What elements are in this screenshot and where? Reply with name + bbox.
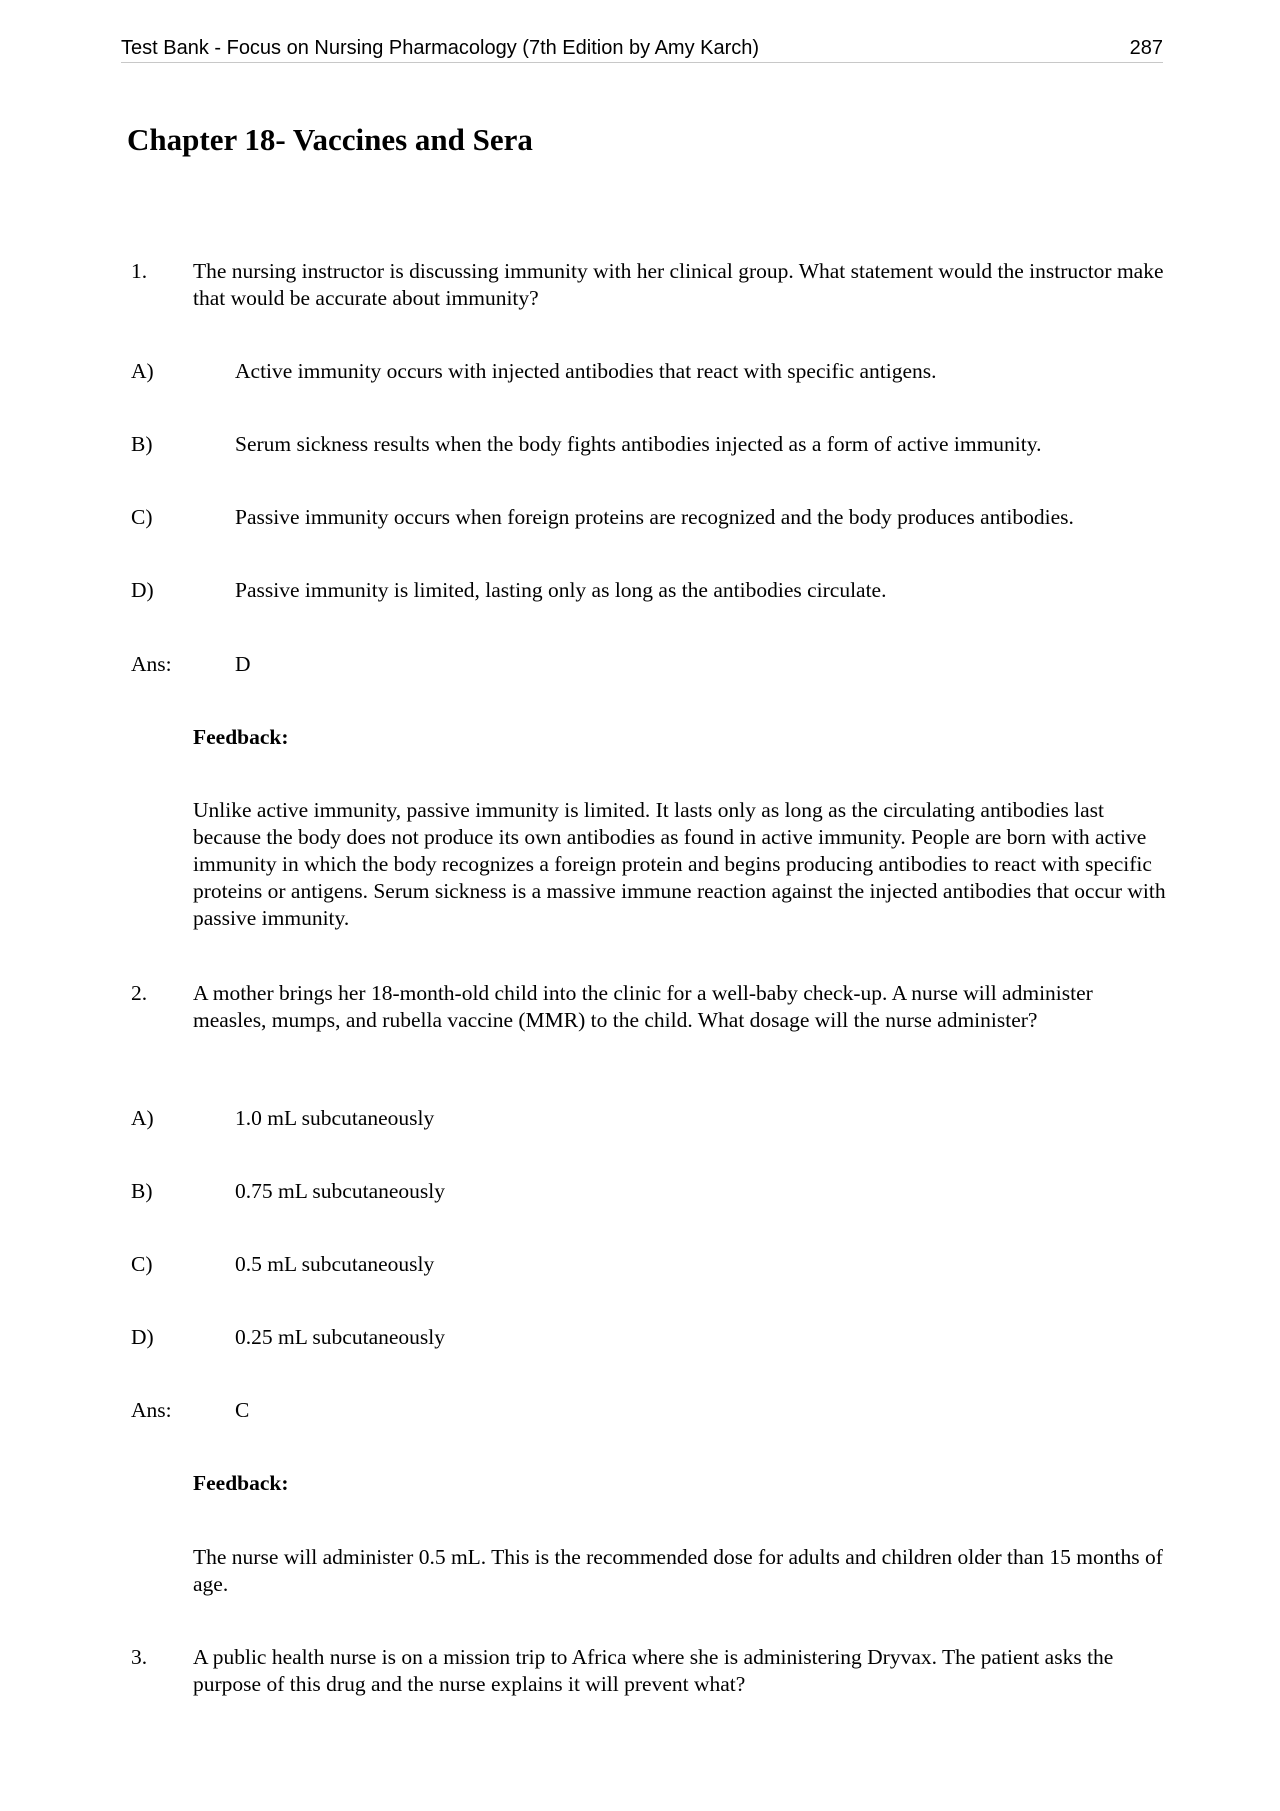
- question-number: 3.: [131, 1645, 148, 1669]
- option-label: C): [131, 1252, 153, 1276]
- option-label: A): [131, 359, 154, 383]
- option-text: 0.5 mL subcutaneously: [235, 1252, 435, 1276]
- option-label: A): [131, 1106, 154, 1130]
- feedback-text: The nurse will administer 0.5 mL. This is the recommended dose for adults and children older than 15 months of age.: [193, 1545, 1163, 1596]
- question-text: The nursing instructor is discussing immunity with her clinical group. What statement would the instructor make that would be accurate about immunity?: [193, 259, 1164, 310]
- option-text: 1.0 mL subcutaneously: [235, 1106, 435, 1130]
- option-text: Passive immunity occurs when foreign proteins are recognized and the body produces antibodies.: [235, 505, 1074, 529]
- chapter-title: Chapter 18- Vaccines and Sera: [127, 122, 533, 157]
- option-label: B): [131, 432, 153, 456]
- option-label: D): [131, 1325, 154, 1349]
- option-text: Active immunity occurs with injected antibodies that react with specific antigens.: [235, 359, 937, 383]
- feedback-heading: Feedback:: [193, 1471, 289, 1495]
- question-number: 2.: [131, 981, 148, 1005]
- question-text: A mother brings her 18-month-old child into the clinic for a well-baby check-up. A nurse will administer measles, mumps, and rubella vaccine (MMR) to the child. What dosage will the nurse administer?: [193, 981, 1093, 1032]
- option-text: Passive immunity is limited, lasting only as long as the antibodies circulate.: [235, 578, 887, 602]
- option-label: D): [131, 578, 154, 602]
- feedback-text: Unlike active immunity, passive immunity is limited. It lasts only as long as the circulating antibodies last because the body does not produce its own antibodies as found in active immunity. People are born with active immunity in which the body recognizes a foreign protein and begins producing antibodies to react with specific proteins or antigens. Serum sickness is a massive immune reaction against the injected antibodies that occur with passive immunity.: [193, 798, 1166, 930]
- feedback-heading: Feedback:: [193, 725, 289, 749]
- header-title: Test Bank - Focus on Nursing Pharmacology (7th Edition by Amy Karch): [121, 37, 760, 59]
- option-text: 0.25 mL subcutaneously: [235, 1325, 445, 1349]
- option-label: C): [131, 505, 153, 529]
- answer-value: C: [235, 1398, 250, 1422]
- option-text: 0.75 mL subcutaneously: [235, 1179, 445, 1203]
- running-header: [121, 34, 1163, 63]
- answer-label: Ans:: [131, 1398, 172, 1422]
- question-text: A public health nurse is on a mission trip to Africa where she is administering Dryvax. The patient asks the purpose of this drug and the nurse explains it will prevent what?: [193, 1645, 1114, 1696]
- answer-label: Ans:: [131, 652, 172, 676]
- option-label: B): [131, 1179, 153, 1203]
- question-number: 1.: [131, 259, 148, 283]
- page-number: 287: [1129, 37, 1163, 59]
- answer-value: D: [235, 652, 251, 676]
- option-text: Serum sickness results when the body fights antibodies injected as a form of active immunity.: [235, 432, 1042, 456]
